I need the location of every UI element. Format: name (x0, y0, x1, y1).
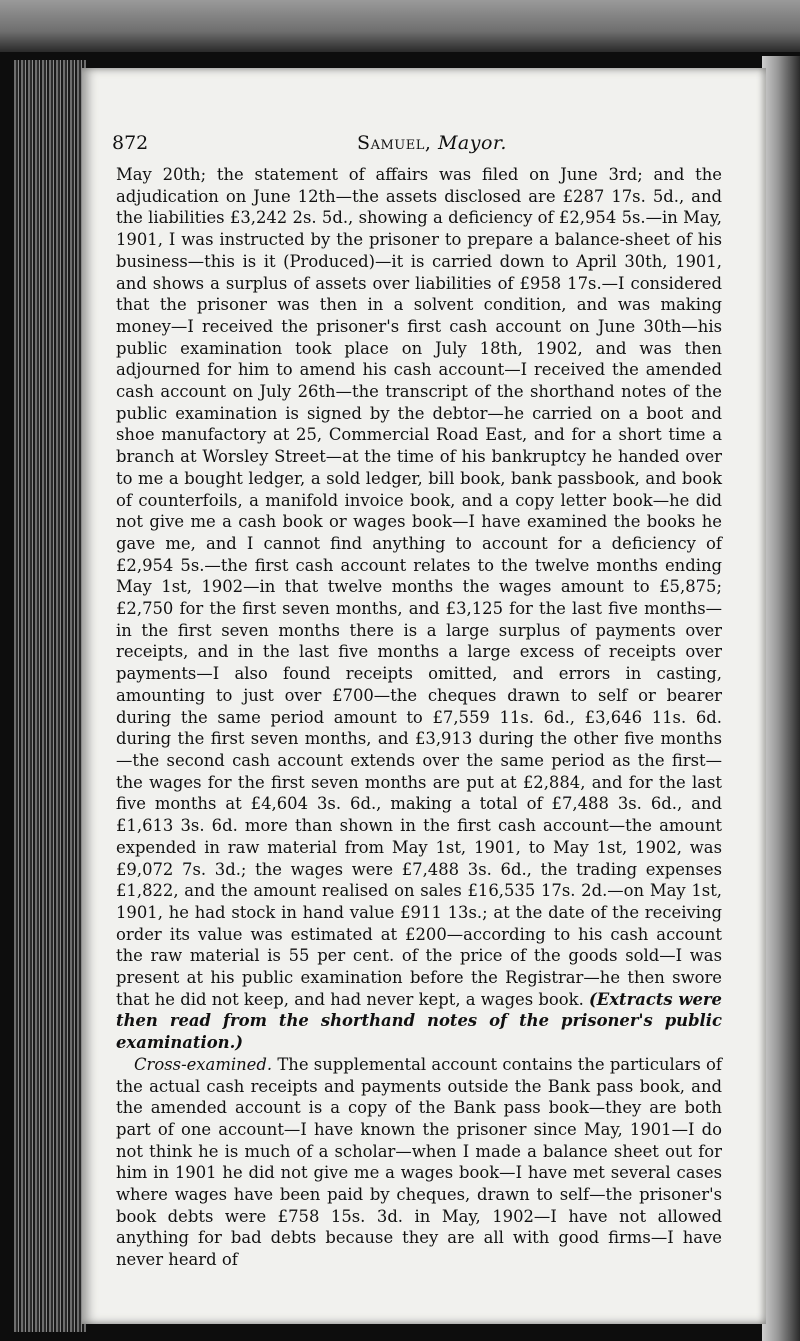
running-head-name: Samuel, (357, 132, 432, 154)
paragraph-cross-examination (116, 1054, 722, 1271)
book-page (82, 68, 766, 1324)
book-page-edges (14, 60, 86, 1332)
paragraph-2-text: The supplemental account contains the particulars of the actual cash receipts and payments outside the Bank pass book, and the amended account is a copy of the Bank pass book—they are both part of one account—I have known the prisoner since May, 1901—I do not think he is much of a scholar—when I made a balance sheet out for him in 1901 he did not give me a wages book—I have met several cases where wages have been paid by cheques, drawn to self—the prisoner's book debts were £758 15s. 3d. in May, 1902—I have not allowed anything for bad debts because they are all with good firms—I have never heard of (116, 1054, 722, 1270)
cross-examined-label: Cross-examined. (134, 1054, 273, 1074)
page-number: 872 (112, 132, 149, 154)
paragraph-1-text: May 20th; the statement of affairs was filed on June 3rd; and the adjudication on June 12th—the assets disclosed are £287 17s. 5d., and the liabilities £3,242 2s. 5d., showing a deficiency of £2,954 5s.—in May, 1901, I was instructed by the prisoner to prepare a balance-sheet of his business—this is it (Produced)—it is carried down to April 30th, 1901, and shows a surplus of assets over liabilities of £958 17s.—I considered that the prisoner was then in a solvent condition, and was making money—I received the prisoner's first cash account on June 30th—his public examination took place on July 18th, 1902, and was then adjourned for him to amend his cash account—I received the amended cash account on July 26th—the transcript of the shorthand notes of the public examination is signed by the debtor—he carried on a boot and shoe manufactory at 25, Commercial Road East, and for a short time a branch at Worsley Street—at the time of his bankruptcy he handed over to me a bought ledger, a sold ledger, bill book, bank passbook, and book of counterfoils, a manifold invoice book, and a copy letter book—he did not give me a cash book or wages book—I have examined the books he gave me, and I cannot find anything to account for a deficiency of £2,954 5s.—the first cash account relates to the twelve months ending May 1st, 1902—in that twelve months the wages amount to £5,875; £2,750 for the first seven months, and £3,125 for the last five months—in the first seven months there is a large surplus of payments over receipts, and in the last five months a large excess of receipts over payments—I also found receipts omitted, and errors in casting, amounting to just over £700—the cheques drawn to self or bearer during the same period amount to £7,559 11s. 6d., £3,646 11s. 6d. during the first seven months, and £3,913 during the other five months—the second cash account extends over the same period as the first—the wages for the first seven months are put at £2,884, and for the last five months at £4,604 3s. 6d., making a total of £7,488 3s. 6d., and £1,613 3s. 6d. more than shown in the first cash account—the amount expended in raw material from May 1st, 1901, to May 1st, 1902, was £9,072 7s. 3d.; the wages were £7,488 3s. 6d., the trading expenses £1,822, and the amount realised on sales £16,535 17s. 2d.—on May 1st, 1901, he had stock in hand value £911 13s.; at the date of the receiving order its value was estimated at £200—according to his cash account the raw material is 55 per cent. of the price of the goods sold—I was present at his public examination before the Registrar—he then swore that he did not keep, and had never kept, a wages book. (116, 165, 722, 1009)
page-header (112, 132, 732, 158)
book-right-edge (762, 56, 800, 1341)
body-text (116, 164, 722, 1271)
extract-note: (Extracts were then read from the shorthand notes of the prisoner's public examination.) (116, 989, 722, 1053)
running-head-title: Mayor. (437, 132, 507, 154)
scan-top-margin (0, 0, 800, 52)
running-head (112, 132, 732, 154)
paragraph-testimony (116, 164, 722, 1054)
